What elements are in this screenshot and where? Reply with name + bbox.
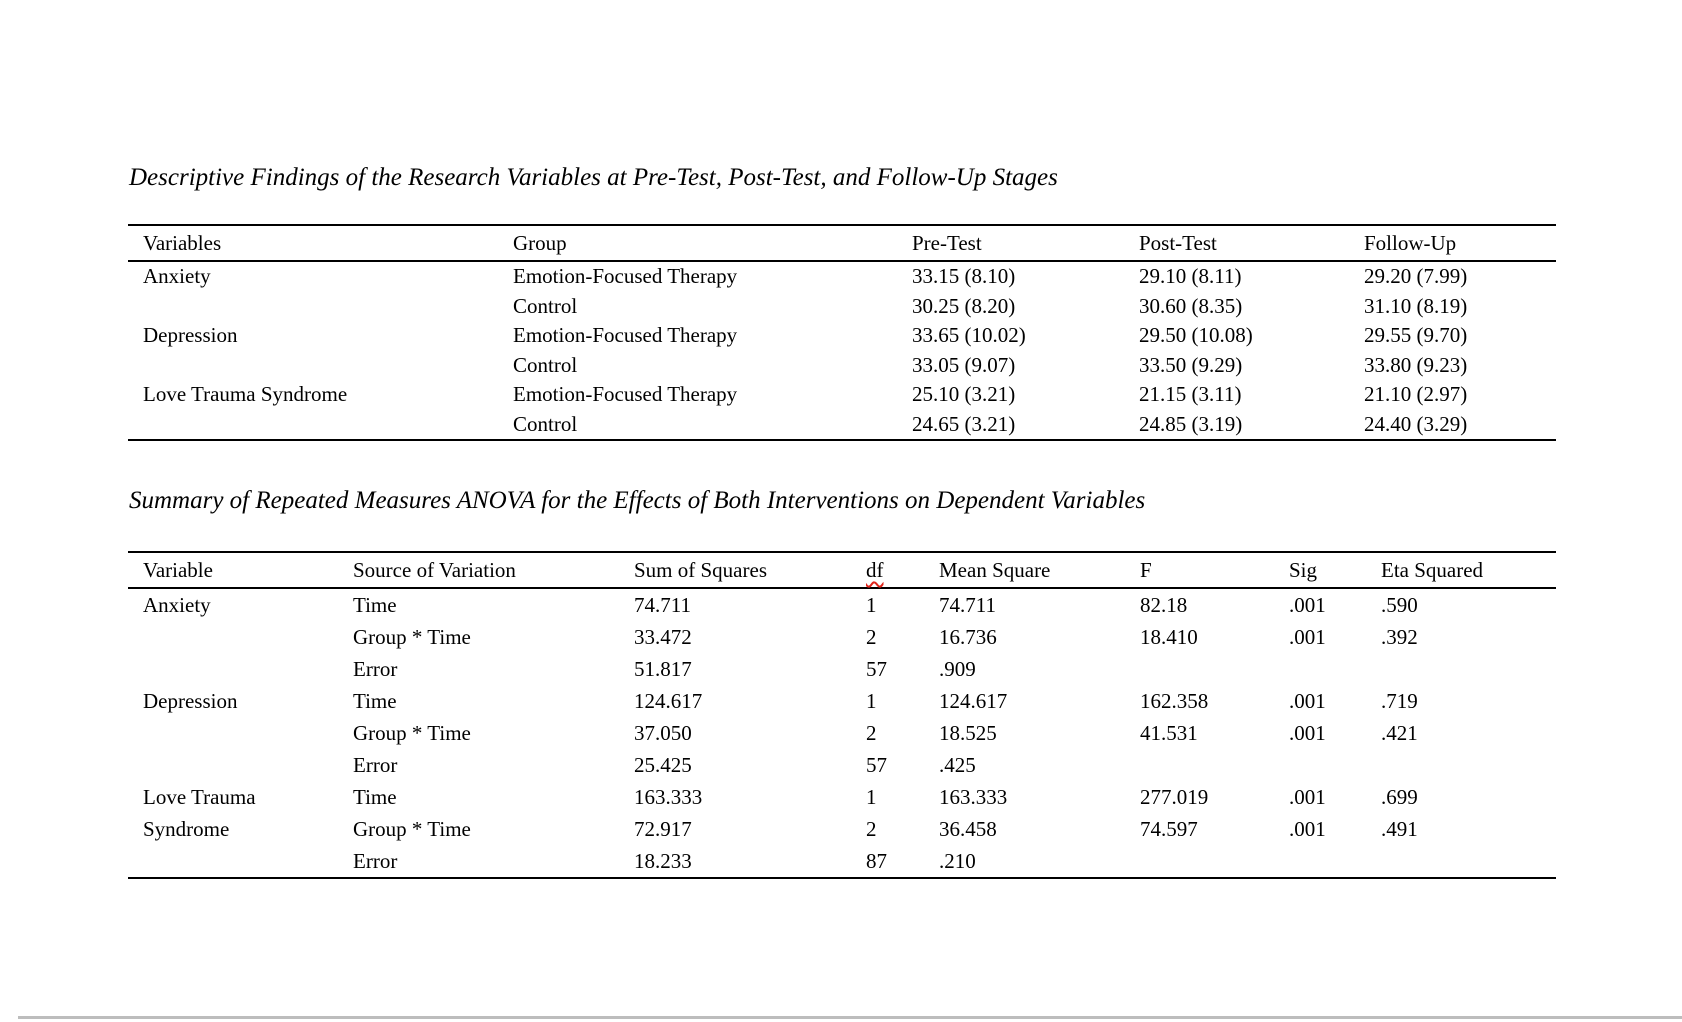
table-cell: Depression	[143, 323, 238, 347]
table-cell: 18.525	[939, 721, 997, 745]
table-cell: Emotion-Focused Therapy	[513, 264, 738, 288]
table-cell: .001	[1289, 689, 1326, 713]
table-cell: Anxiety	[143, 593, 211, 617]
table-cell: .001	[1289, 817, 1326, 841]
table-cell: 163.333	[939, 785, 1008, 809]
column-header: Sum of Squares	[619, 552, 851, 588]
table-cell	[128, 351, 498, 381]
table-row	[128, 321, 1556, 351]
table-row	[128, 685, 1556, 717]
table-row	[128, 351, 1556, 381]
table-row	[128, 621, 1556, 653]
table-cell	[1274, 653, 1366, 685]
table-row	[128, 717, 1556, 749]
table-cell: .909	[939, 657, 976, 681]
column-header	[851, 552, 924, 588]
anova-table-title: Summary of Repeated Measures ANOVA for the Effects of Both Interventions on Dependent Variables	[129, 487, 1146, 514]
table-cell: 2	[866, 817, 877, 841]
anova-table-body	[128, 588, 1556, 878]
table-cell: 1	[866, 593, 877, 617]
table-cell: 29.55 (9.70)	[1364, 323, 1468, 347]
table-cell: Group * Time	[353, 817, 471, 841]
table-cell: 36.458	[939, 817, 997, 841]
table-cell: .001	[1289, 593, 1326, 617]
table-cell: 33.15 (8.10)	[912, 264, 1016, 288]
column-header: Post-Test	[1124, 225, 1349, 261]
table-cell: 162.358	[1140, 689, 1209, 713]
table-cell: Love Trauma Syndrome	[143, 382, 348, 406]
table-row	[128, 410, 1556, 441]
table-cell: 124.617	[634, 689, 703, 713]
table-cell: 18.233	[634, 849, 692, 873]
table-cell: 29.50 (10.08)	[1139, 323, 1253, 347]
table-cell	[128, 653, 338, 685]
table-cell: 33.50 (9.29)	[1139, 352, 1243, 377]
table-row	[128, 813, 1556, 845]
table-cell: 25.10 (3.21)	[912, 382, 1016, 406]
table-cell: .699	[1381, 785, 1418, 809]
table-cell: 1	[866, 785, 877, 809]
table-cell	[128, 845, 338, 878]
table-cell: .421	[1381, 721, 1418, 745]
anova-table	[128, 551, 1556, 879]
table-cell: Love Trauma	[143, 785, 256, 809]
table-cell: 74.597	[1140, 817, 1198, 841]
table-cell: 72.917	[634, 817, 692, 841]
table-cell: 33.05 (9.07)	[912, 352, 1016, 377]
table-cell: Time	[353, 689, 397, 713]
table-cell: 57	[866, 657, 887, 681]
table-cell	[1366, 845, 1556, 878]
table-cell: 29.20 (7.99)	[1364, 264, 1468, 288]
column-header: Sig	[1274, 552, 1366, 588]
table-cell: 163.333	[634, 785, 703, 809]
table-cell	[128, 410, 498, 441]
table-cell: .001	[1289, 625, 1326, 649]
table-cell: 2	[866, 721, 877, 745]
table-cell: .590	[1381, 593, 1418, 617]
column-header: Follow-Up	[1349, 225, 1556, 261]
table-cell	[128, 621, 338, 653]
descriptives-table-title: Descriptive Findings of the Research Variables at Pre-Test, Post-Test, and Follow-Up Stages	[129, 164, 1058, 191]
table-cell: 24.40 (3.29)	[1364, 411, 1468, 436]
column-header: Variables	[128, 225, 498, 261]
table-cell: 87	[866, 849, 887, 873]
table-cell	[1125, 845, 1274, 878]
table-cell: Error	[353, 849, 398, 873]
table-cell: 16.736	[939, 625, 997, 649]
table-cell	[1125, 749, 1274, 781]
table-cell: Anxiety	[143, 264, 211, 288]
table-cell: Control	[513, 293, 578, 318]
table-cell: 29.10 (8.11)	[1139, 264, 1242, 288]
table-cell: 82.18	[1140, 593, 1188, 617]
anova-header-row	[128, 552, 1556, 588]
column-header: Eta Squared	[1366, 552, 1556, 588]
table-cell: 25.425	[634, 753, 692, 777]
descriptives-header-row	[128, 225, 1556, 261]
table-cell: Group * Time	[353, 721, 471, 745]
table-cell	[1366, 653, 1556, 685]
table-row	[128, 380, 1556, 410]
table-cell: 37.050	[634, 721, 692, 745]
table-row	[128, 749, 1556, 781]
table-cell: 18.410	[1140, 625, 1198, 649]
table-cell: Error	[353, 657, 398, 681]
table-cell: .425	[939, 753, 976, 777]
table-cell: 30.60 (8.35)	[1139, 293, 1243, 318]
table-cell: 30.25 (8.20)	[912, 293, 1016, 318]
table-cell: 33.80 (9.23)	[1364, 352, 1468, 377]
table-cell: .392	[1381, 625, 1418, 649]
table-row	[128, 588, 1556, 621]
table-row	[128, 845, 1556, 878]
table-row	[128, 653, 1556, 685]
table-cell: .210	[939, 849, 976, 873]
table-cell: 51.817	[634, 657, 692, 681]
table-cell	[128, 749, 338, 781]
table-cell: 2	[866, 625, 877, 649]
column-header: Mean Square	[924, 552, 1125, 588]
table-cell	[1274, 845, 1366, 878]
column-header: Pre-Test	[897, 225, 1124, 261]
table-cell: Emotion-Focused Therapy	[513, 382, 738, 406]
table-cell: 33.472	[634, 625, 692, 649]
table-cell	[128, 292, 498, 322]
table-cell: 21.10 (2.97)	[1364, 382, 1468, 406]
table-cell: .719	[1381, 689, 1418, 713]
table-row	[128, 261, 1556, 292]
column-header: Variable	[128, 552, 338, 588]
spellcheck-underlined-text: df	[866, 558, 884, 582]
table-cell: 277.019	[1140, 785, 1209, 809]
table-cell: Time	[353, 785, 397, 809]
table-cell	[1366, 749, 1556, 781]
table-cell: 31.10 (8.19)	[1364, 293, 1468, 318]
table-cell: Time	[353, 593, 397, 617]
table-cell: 41.531	[1140, 721, 1198, 745]
table-cell: .001	[1289, 785, 1326, 809]
table-cell: 74.711	[939, 593, 996, 617]
descriptives-table-body	[128, 261, 1556, 440]
column-header: Source of Variation	[338, 552, 619, 588]
table-cell: Group * Time	[353, 625, 471, 649]
table-cell: .491	[1381, 817, 1418, 841]
table-cell: Control	[513, 352, 578, 377]
table-cell: 21.15 (3.11)	[1139, 382, 1242, 406]
table-cell: Emotion-Focused Therapy	[513, 323, 738, 347]
table-cell: .001	[1289, 721, 1326, 745]
table-cell	[1125, 653, 1274, 685]
table-cell: 1	[866, 689, 877, 713]
column-header: F	[1125, 552, 1274, 588]
table-cell: Syndrome	[143, 817, 230, 841]
column-header: Group	[498, 225, 897, 261]
table-cell: Control	[513, 411, 578, 436]
table-cell	[1274, 749, 1366, 781]
table-cell: 74.711	[634, 593, 691, 617]
table-cell: 33.65 (10.02)	[912, 323, 1026, 347]
table-row	[128, 781, 1556, 813]
table-cell: Depression	[143, 689, 238, 713]
table-cell: 24.85 (3.19)	[1139, 411, 1243, 436]
table-row	[128, 292, 1556, 322]
table-cell: Error	[353, 753, 398, 777]
table-cell: 24.65 (3.21)	[912, 411, 1016, 436]
descriptives-table	[128, 224, 1556, 441]
table-cell: 57	[866, 753, 887, 777]
table-cell	[128, 717, 338, 749]
window-bottom-border	[18, 1016, 1682, 1019]
table-cell: 124.617	[939, 689, 1008, 713]
